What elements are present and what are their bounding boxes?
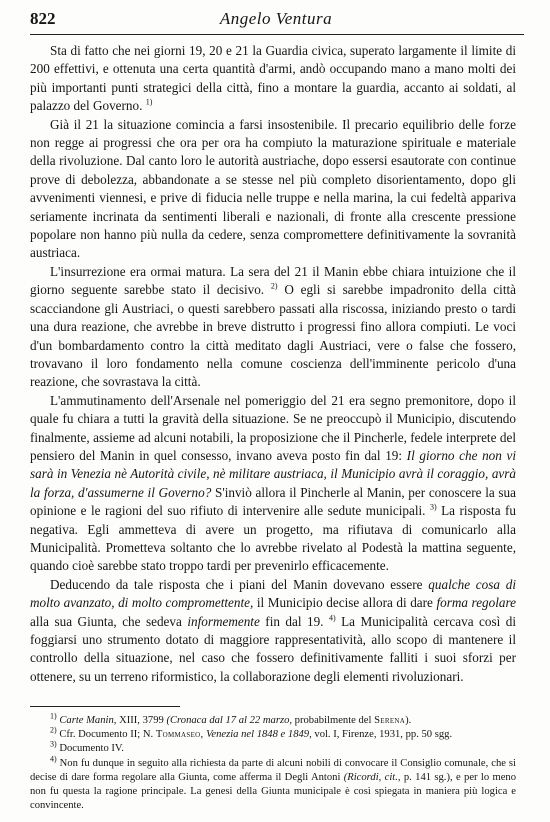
footnote-2-title: Venezia nel 1848 e 1849,: [206, 729, 312, 741]
footnote-2-mark: 2): [50, 725, 57, 735]
body-text: [30, 42, 516, 686]
footnote-3-text: Documento IV.: [59, 743, 124, 755]
footnote-3-mark: 3): [50, 739, 57, 749]
paragraph-2: [30, 116, 516, 263]
footnote-1-source: Carte Manin,: [59, 715, 117, 726]
paragraph-1: [30, 42, 516, 116]
footnote-1-title: (Cronaca dal 17 al 22 marzo,: [166, 715, 293, 726]
footnote-1-text-c: ).: [405, 715, 412, 726]
footnote-1-text-a: XIII, 3799: [119, 715, 164, 726]
footnote-4-text-b: p. 141 sg.), e per lo meno non fu questa la ragione principale. La genesi della Giunta municipale è così spiegata in maniera più logica e convincente.: [30, 771, 516, 812]
footnote-1-author: Serena: [374, 715, 406, 726]
paragraph-5: [30, 576, 516, 686]
footnote-3: [30, 739, 516, 756]
paragraph-5-text-d: fin dal 19.: [265, 613, 324, 629]
footnotes: [30, 711, 516, 813]
footnote-4: [30, 754, 516, 814]
pincherle-question: Il giorno che non vi sarà in Venezia nè Autorità civile, nè militare austriaca, il Municipio avrà il coraggio, avrà la forza, d'assumerne il Governo?: [30, 447, 516, 500]
footnote-ref-1: 1): [145, 97, 153, 107]
footnote-2-author: Tommaseo,: [155, 729, 204, 741]
paragraph-5-text-e: La Municipalità cercava così di foggiarsi uno strumento dotato di maggiore rappresentatività, allo scopo di mantenere il controllo della situazione, nel caso che fossero definitivamente falliti i suoi sforzi per ottenere, su un terreno riformistico, la collaborazione degli elementi rivoluzionari.: [30, 613, 517, 684]
footnote-2-text-b: vol. I, Firenze, 1931, pp. 50 sgg.: [314, 729, 453, 741]
footnote-1-mark: 1): [50, 711, 57, 721]
paragraph-4-text-c: La risposta fu negativa. Egli ammetteva di avere un progetto, ma rifiutava di comunicarlo alla Municipalità. Prometteva soltanto che lo avrebbe rivelato al Podestà la mattina seguente, quando cioè sarebbe stato troppo tardi per prevenirlo efficacemente.: [30, 503, 517, 574]
footnote-ref-2: 2): [270, 281, 278, 291]
paragraph-5-text-a: Deducendo da tale risposta che i piani del Manin dovevano essere: [50, 576, 423, 592]
paragraph-4-text-a: L'ammutinamento dell'Arsenale nel pomeriggio del 21 era segno premonitore, dopo il quale fu chiara a tutti la gravità della situazione. Se ne preoccupò il Municipio, discutendo finalmente, assieme ad alcuni notabili, la proposizione che il Pincherle, fedele interprete del pensiero del Manin in quel consesso, invano aveva posto fin dal 19:: [30, 392, 516, 463]
footnote-1-text-b: probabilmente del: [294, 715, 372, 726]
paragraph-5-text-b: il Municipio decise allora di dare: [256, 595, 433, 611]
paragraph-4: [30, 392, 516, 576]
footnote-4-mark: 4): [50, 754, 57, 764]
paragraph-3-text-a: L'insurrezione era ormai matura. La sera del 21 il Manin ebbe chiara intuizione che il giorno seguente sarebbe stato il decisivo.: [30, 263, 516, 298]
header-rule: [30, 34, 524, 35]
footnote-ref-3: 3): [429, 502, 437, 512]
footnote-2-text-a: Cfr. Documento II; N.: [59, 729, 154, 741]
footnote-1: [30, 711, 516, 728]
paragraph-2-text: Già il 21 la situazione comincia a farsi insostenibile. Il precario equilibrio delle forze non regge ai progressi che ora per ora ha compiuto la maturazione spirituale e materiale della rivoluzione. Dal canto loro le autorità austriache, dopo essersi esautorate con continue prove di debolezza, abbandonate a se stesse nel più completo disorientamento, dopo gli avvenimenti viennesi, e prive di fiducia nelle truppe e nella marina, la cui fedeltà appariva seriamente incrinata da sentimenti liberali e nazionali, di fronte alla crescente pressione popolare non hanno più nulla da cedere, senza compromettere definitivamente la sovranità austriaca.: [30, 116, 516, 261]
footnote-2: [30, 725, 516, 742]
footnote-rule: [30, 706, 180, 707]
paragraph-4-text-b: S'inviò allora il Pincherle al Manin, per conoscere la sua opinione e le ragioni del suo rifiuto di intervenire alle sedute municipali.: [30, 484, 516, 519]
paragraph-5-italic-3: informemente: [187, 613, 260, 629]
running-head: Angelo Ventura: [219, 9, 333, 28]
paragraph-1-text: Sta di fatto che nei giorni 19, 20 e 21 la Guardia civica, superato largamente il limite di 200 effettivi, e ottenuta una certa quantità d'armi, andò occupando mano a mano molti dei più importanti punti strategici della città, fino a montare la guardia, accanto ai soldati, al palazzo del Governo.: [30, 43, 516, 114]
footnote-4-text-a: Non fu dunque in seguito alla richiesta da parte di alcuni nobili di convocare il Consiglio comunale, che si decise di dare forma regolare alla Giunta, come afferma il Degli Antoni: [30, 757, 516, 783]
page-header: [30, 9, 522, 33]
paragraph-3-text-b: O egli si sarebbe impadronito della città scacciandone gli Austriaci, o questi sarebbero passati alla riscossa, iniziando presto o tardi una dura reazione, che avrebbe in breve distrutto i progressi fino allora compiuti. Le voci d'un bombardamento contro la città meditato dagli Austriaci, vere o false che fossero, trovavano il loro fondamento nella comune coscienza dell'imminente pericolo d'una reazione, che sovrastava la città.: [30, 282, 517, 390]
footnote-4-source: (Ricordi, cit.,: [343, 771, 401, 783]
paragraph-5-italic-2: forma regolare: [436, 595, 516, 611]
paragraph-5-text-c: alla sua Giunta, che sedeva: [30, 613, 182, 629]
footnote-ref-4: 4): [328, 613, 336, 623]
paragraph-3: [30, 263, 516, 392]
paragraph-5-italic-1: qualche cosa di molto avanzato, di molto compromettente,: [30, 576, 516, 611]
page-number: 822: [30, 9, 56, 28]
